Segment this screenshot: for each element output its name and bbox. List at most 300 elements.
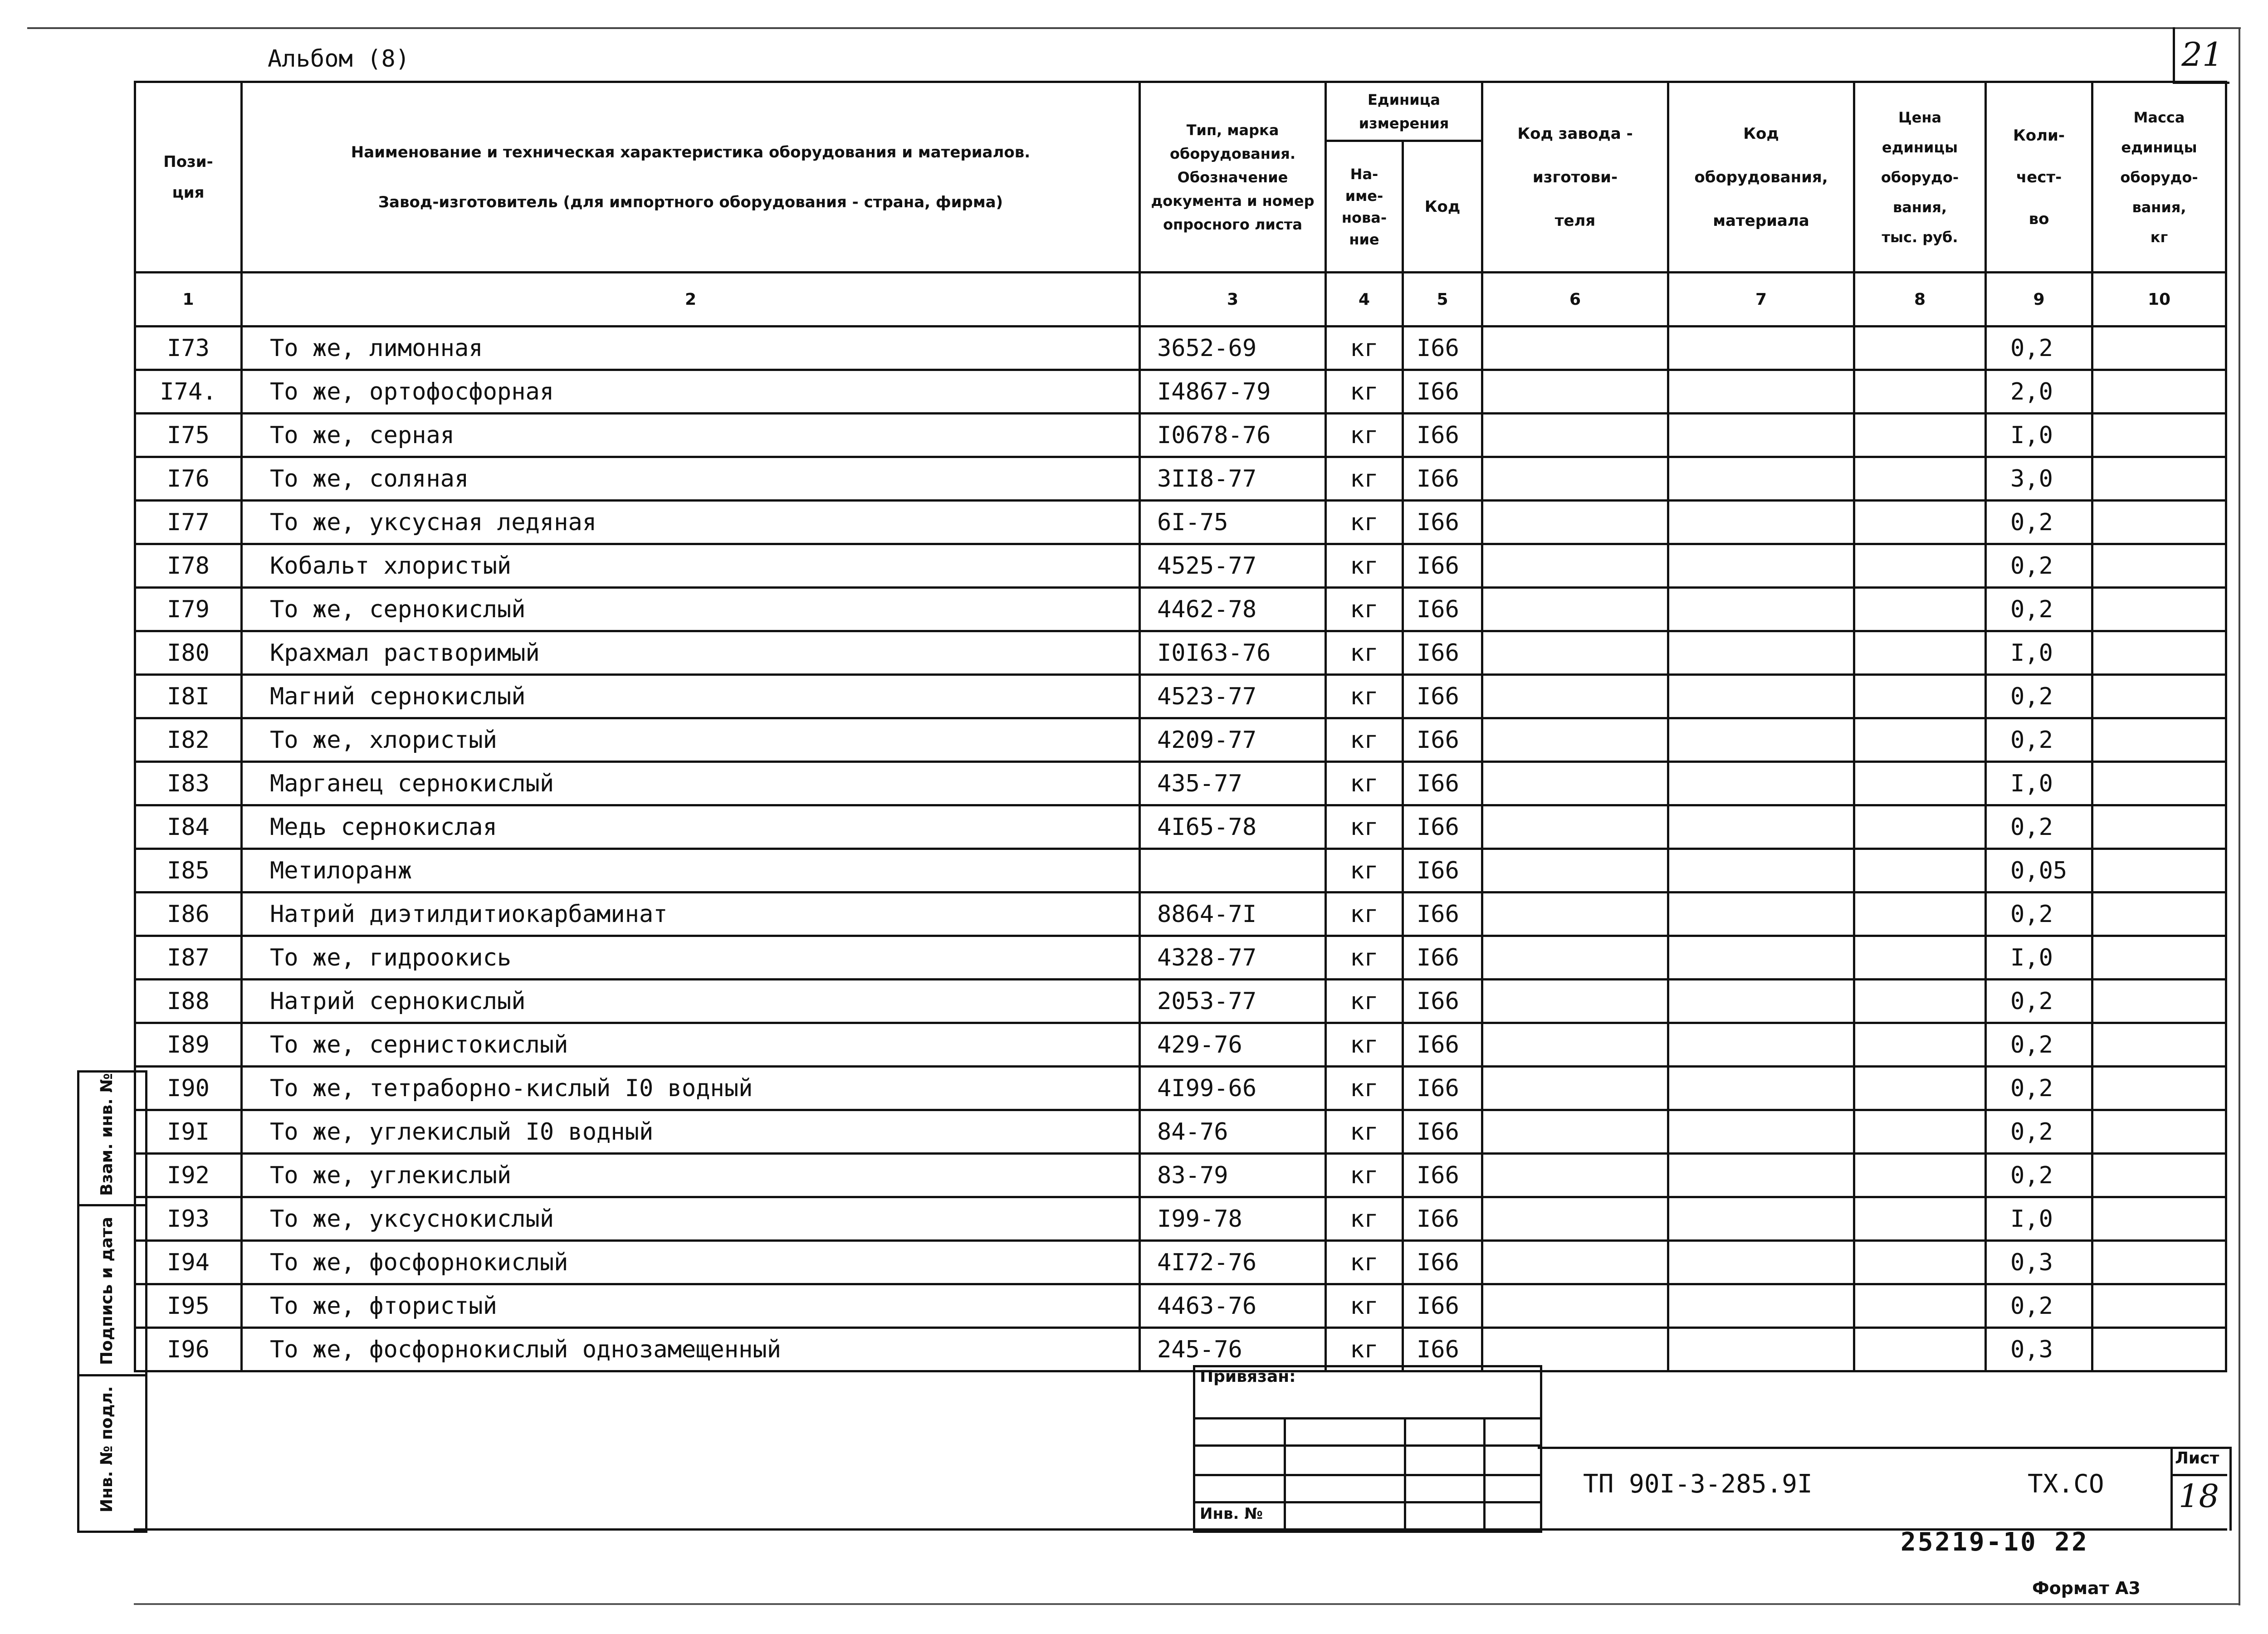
table-row [135, 1154, 2226, 1197]
unit-code-cell: I66 [1403, 893, 1482, 936]
equipment-code-cell [1668, 1328, 1854, 1371]
plant-code-cell [1482, 675, 1668, 718]
table-row [135, 414, 2226, 457]
quantity-cell: 0,2 [1986, 893, 2092, 936]
quantity-cell: 2,0 [1986, 370, 2092, 414]
quantity-cell: 0,2 [1986, 805, 2092, 849]
unit-cell: кг [1326, 762, 1403, 805]
doc-cell: 3652-69 [1140, 327, 1326, 370]
unit-cell: кг [1326, 631, 1403, 675]
name-cell: То же, ортофосфорная [242, 370, 1140, 414]
inv-number-label: Инв. № [1200, 1505, 1263, 1523]
unit-cell: кг [1326, 1067, 1403, 1110]
doc-cell: I4867-79 [1140, 370, 1326, 414]
unit-code-cell: I66 [1403, 849, 1482, 893]
name-cell: Метилоранж [242, 849, 1140, 893]
sheet-label: Лист [2175, 1449, 2219, 1468]
price-cell [1854, 718, 1986, 762]
position-cell: I85 [135, 849, 242, 893]
name-cell: То же, гидроокись [242, 936, 1140, 980]
plant-code-cell [1482, 980, 1668, 1023]
col-header-mass: Масса единицы оборудо- вания, кг [2092, 82, 2226, 273]
position-cell: I90 [135, 1067, 242, 1110]
col-header-unit: Единица измерения [1326, 82, 1482, 141]
plant-code-cell [1482, 588, 1668, 631]
plant-code-cell [1482, 718, 1668, 762]
unit-code-cell: I66 [1403, 980, 1482, 1023]
table-row [135, 849, 2226, 893]
col-number: 8 [1854, 273, 1986, 327]
mass-cell [2092, 544, 2226, 588]
unit-code-cell: I66 [1403, 762, 1482, 805]
position-cell: I9I [135, 1110, 242, 1154]
name-cell: То же, лимонная [242, 327, 1140, 370]
name-cell: Натрий диэтилдитиокарбаминат [242, 893, 1140, 936]
position-cell: I75 [135, 414, 242, 457]
unit-cell: кг [1326, 327, 1403, 370]
quantity-cell: 0,3 [1986, 1241, 2092, 1284]
plant-code-cell [1482, 893, 1668, 936]
sheet-box-line [2170, 1474, 2227, 1476]
quantity-cell: 0,2 [1986, 718, 2092, 762]
price-cell [1854, 1197, 1986, 1241]
equipment-code-cell [1668, 631, 1854, 675]
table-row [135, 936, 2226, 980]
unit-cell: кг [1326, 1284, 1403, 1328]
equipment-code-cell [1668, 805, 1854, 849]
equipment-code-cell [1668, 370, 1854, 414]
price-cell [1854, 849, 1986, 893]
unit-code-cell: I66 [1403, 544, 1482, 588]
format-label: Формат А3 [2032, 1578, 2141, 1598]
unit-code-cell: I66 [1403, 588, 1482, 631]
price-cell [1854, 936, 1986, 980]
position-cell: I83 [135, 762, 242, 805]
name-cell: Медь сернокислая [242, 805, 1140, 849]
price-cell [1854, 893, 1986, 936]
price-cell [1854, 675, 1986, 718]
name-cell: То же, сернокислый [242, 588, 1140, 631]
name-cell: То же, соляная [242, 457, 1140, 501]
unit-cell: кг [1326, 1328, 1403, 1371]
mass-cell [2092, 936, 2226, 980]
plant-code-cell [1482, 501, 1668, 544]
plant-code-cell [1482, 1154, 1668, 1197]
unit-cell: кг [1326, 1241, 1403, 1284]
col-number: 6 [1482, 273, 1668, 327]
specification-table [134, 81, 2227, 1372]
unit-cell: кг [1326, 414, 1403, 457]
unit-code-cell: I66 [1403, 414, 1482, 457]
equipment-code-cell [1668, 457, 1854, 501]
side-cell-vzam [79, 1073, 145, 1206]
mass-cell [2092, 1328, 2226, 1371]
doc-cell: 6I-75 [1140, 501, 1326, 544]
table-row [135, 675, 2226, 718]
position-cell: I93 [135, 1197, 242, 1241]
binding-label: Привязан: [1200, 1367, 1296, 1386]
table-row [135, 588, 2226, 631]
plant-code-cell [1482, 1284, 1668, 1328]
col-number: 1 [135, 273, 242, 327]
plant-code-cell [1482, 457, 1668, 501]
quantity-cell: 0,2 [1986, 501, 2092, 544]
binding-line [1193, 1474, 1540, 1476]
side-label-vzam-inv: Взам. инв. № [98, 1073, 116, 1196]
equipment-code-cell [1668, 1023, 1854, 1067]
price-cell [1854, 588, 1986, 631]
mass-cell [2092, 718, 2226, 762]
name-cell: То же, серная [242, 414, 1140, 457]
equipment-code-cell [1668, 718, 1854, 762]
quantity-cell: I,0 [1986, 414, 2092, 457]
mass-cell [2092, 805, 2226, 849]
table-body [135, 327, 2226, 1371]
unit-cell: кг [1326, 370, 1403, 414]
doc-cell: I0I63-76 [1140, 631, 1326, 675]
table-row [135, 327, 2226, 370]
mass-cell [2092, 1197, 2226, 1241]
table-row [135, 457, 2226, 501]
doc-cell: 4462-78 [1140, 588, 1326, 631]
table-row [135, 762, 2226, 805]
doc-cell: I0678-76 [1140, 414, 1326, 457]
quantity-cell: 0,2 [1986, 1110, 2092, 1154]
mass-cell [2092, 327, 2226, 370]
price-cell [1854, 1284, 1986, 1328]
table-row [135, 1328, 2226, 1371]
col-number: 5 [1403, 273, 1482, 327]
quantity-cell: 0,2 [1986, 588, 2092, 631]
col-number: 7 [1668, 273, 1854, 327]
position-cell: I8I [135, 675, 242, 718]
name-cell: То же, уксусная ледяная [242, 501, 1140, 544]
unit-code-cell: I66 [1403, 1328, 1482, 1371]
price-cell [1854, 414, 1986, 457]
quantity-cell: 3,0 [1986, 457, 2092, 501]
col-header-name: Наименование и техническая характеристика оборудования и материалов. Завод-изготовитель (для импортного оборудования - страна, фирма) [242, 82, 1140, 273]
price-cell [1854, 457, 1986, 501]
name-cell: Марганец сернокислый [242, 762, 1140, 805]
position-cell: I94 [135, 1241, 242, 1284]
unit-code-cell: I66 [1403, 1023, 1482, 1067]
plant-code-cell [1482, 1241, 1668, 1284]
price-cell [1854, 631, 1986, 675]
name-cell: То же, уксуснокислый [242, 1197, 1140, 1241]
sheet-number-top: 21 [2173, 27, 2229, 84]
price-cell [1854, 1110, 1986, 1154]
quantity-cell: 0,2 [1986, 1154, 2092, 1197]
position-cell: I74. [135, 370, 242, 414]
mass-cell [2092, 501, 2226, 544]
unit-cell: кг [1326, 544, 1403, 588]
mass-cell [2092, 675, 2226, 718]
mass-cell [2092, 631, 2226, 675]
col-number: 4 [1326, 273, 1403, 327]
sheet-number: 18 [2178, 1478, 2219, 1515]
unit-code-cell: I66 [1403, 501, 1482, 544]
col-number: 3 [1140, 273, 1326, 327]
col-header-price: Цена единицы оборудо- вания, тыс. руб. [1854, 82, 1986, 273]
table-row [135, 893, 2226, 936]
table-row [135, 1023, 2226, 1067]
sheet-bottom-edge [134, 1603, 2239, 1605]
unit-cell: кг [1326, 718, 1403, 762]
position-cell: I73 [135, 327, 242, 370]
table-row [135, 718, 2226, 762]
mass-cell [2092, 1023, 2226, 1067]
table-row [135, 544, 2226, 588]
table-row [135, 980, 2226, 1023]
doc-cell: 429-76 [1140, 1023, 1326, 1067]
name-cell: То же, фосфорнокислый [242, 1241, 1140, 1284]
equipment-code-cell [1668, 327, 1854, 370]
quantity-cell: 0,2 [1986, 1284, 2092, 1328]
quantity-cell: I,0 [1986, 762, 2092, 805]
binding-line [1193, 1417, 1540, 1419]
quantity-cell: I,0 [1986, 631, 2092, 675]
unit-code-cell: I66 [1403, 675, 1482, 718]
col-header-plant-code: Код завода - изготови- теля [1482, 82, 1668, 273]
price-cell [1854, 501, 1986, 544]
equipment-code-cell [1668, 762, 1854, 805]
unit-code-cell: I66 [1403, 1154, 1482, 1197]
registration-number: 25219-10 22 [1901, 1527, 2089, 1557]
unit-cell: кг [1326, 501, 1403, 544]
equipment-code-cell [1668, 893, 1854, 936]
mass-cell [2092, 457, 2226, 501]
mass-cell [2092, 849, 2226, 893]
unit-cell: кг [1326, 588, 1403, 631]
equipment-code-cell [1668, 1241, 1854, 1284]
mass-cell [2092, 1154, 2226, 1197]
doc-cell: 4463-76 [1140, 1284, 1326, 1328]
binding-line [1193, 1501, 1540, 1503]
quantity-cell: I,0 [1986, 936, 2092, 980]
mass-cell [2092, 414, 2226, 457]
price-cell [1854, 1023, 1986, 1067]
price-cell [1854, 370, 1986, 414]
unit-code-cell: I66 [1403, 1110, 1482, 1154]
plant-code-cell [1482, 805, 1668, 849]
equipment-code-cell [1668, 675, 1854, 718]
table-row [135, 501, 2226, 544]
mass-cell [2092, 1067, 2226, 1110]
mass-cell [2092, 980, 2226, 1023]
equipment-code-cell [1668, 936, 1854, 980]
album-label: Альбом (8) [268, 45, 410, 73]
doc-cell: 4523-77 [1140, 675, 1326, 718]
doc-cell: 4I72-76 [1140, 1241, 1326, 1284]
sheet-right-edge [2239, 27, 2240, 1605]
side-cell-inv [79, 1376, 145, 1528]
quantity-cell: I,0 [1986, 1197, 2092, 1241]
table-row [135, 1284, 2226, 1328]
position-cell: I95 [135, 1284, 242, 1328]
doc-cell: 435-77 [1140, 762, 1326, 805]
name-cell: Магний сернокислый [242, 675, 1140, 718]
position-cell: I92 [135, 1154, 242, 1197]
equipment-code-cell [1668, 849, 1854, 893]
unit-cell: кг [1326, 1023, 1403, 1067]
table-row [135, 631, 2226, 675]
mass-cell [2092, 893, 2226, 936]
binding-line [1193, 1444, 1540, 1447]
quantity-cell: 0,2 [1986, 1023, 2092, 1067]
title-block-line [1538, 1447, 2227, 1449]
price-cell [1854, 980, 1986, 1023]
price-cell [1854, 1241, 1986, 1284]
plant-code-cell [1482, 762, 1668, 805]
plant-code-cell [1482, 936, 1668, 980]
doc-cell: 4I99-66 [1140, 1067, 1326, 1110]
unit-code-cell: I66 [1403, 1241, 1482, 1284]
doc-cell: 245-76 [1140, 1328, 1326, 1371]
price-cell [1854, 762, 1986, 805]
col-number: 2 [242, 273, 1140, 327]
table-row [135, 1241, 2226, 1284]
unit-code-cell: I66 [1403, 327, 1482, 370]
position-cell: I80 [135, 631, 242, 675]
position-cell: I84 [135, 805, 242, 849]
plant-code-cell [1482, 544, 1668, 588]
table-row [135, 370, 2226, 414]
side-label-inv-podl: Инв. № подл. [98, 1386, 116, 1512]
name-cell: Натрий сернокислый [242, 980, 1140, 1023]
plant-code-cell [1482, 370, 1668, 414]
col-header-unit-name: На- име- нова- ние [1326, 141, 1403, 273]
mass-cell [2092, 1110, 2226, 1154]
doc-cell: 3II8-77 [1140, 457, 1326, 501]
position-cell: I82 [135, 718, 242, 762]
doc-cell: 4I65-78 [1140, 805, 1326, 849]
col-header-unit-code: Код [1403, 141, 1482, 273]
unit-code-cell: I66 [1403, 718, 1482, 762]
unit-code-cell: I66 [1403, 457, 1482, 501]
table-row [135, 1067, 2226, 1110]
binding-divider [1483, 1417, 1486, 1528]
table-row [135, 1197, 2226, 1241]
plant-code-cell [1482, 1110, 1668, 1154]
table-row [135, 1110, 2226, 1154]
mass-cell [2092, 762, 2226, 805]
name-cell: То же, фосфорнокислый однозамещенный [242, 1328, 1140, 1371]
doc-cell: 83-79 [1140, 1154, 1326, 1197]
plant-code-cell [1482, 414, 1668, 457]
plant-code-cell [1482, 1023, 1668, 1067]
plant-code-cell [1482, 849, 1668, 893]
name-cell: То же, тетраборно-кислый I0 водный [242, 1067, 1140, 1110]
unit-cell: кг [1326, 1110, 1403, 1154]
doc-cell: 2053-77 [1140, 980, 1326, 1023]
equipment-code-cell [1668, 1197, 1854, 1241]
position-cell: I96 [135, 1328, 242, 1371]
unit-cell: кг [1326, 675, 1403, 718]
price-cell [1854, 327, 1986, 370]
unit-cell: кг [1326, 849, 1403, 893]
unit-cell: кг [1326, 805, 1403, 849]
equipment-code-cell [1668, 544, 1854, 588]
unit-cell: кг [1326, 1197, 1403, 1241]
mass-cell [2092, 370, 2226, 414]
unit-code-cell: I66 [1403, 805, 1482, 849]
quantity-cell: 0,2 [1986, 544, 2092, 588]
price-cell [1854, 544, 1986, 588]
unit-cell: кг [1326, 893, 1403, 936]
name-cell: То же, углекислый [242, 1154, 1140, 1197]
col-number: 9 [1986, 273, 2092, 327]
doc-cell: 4328-77 [1140, 936, 1326, 980]
position-cell: I78 [135, 544, 242, 588]
unit-code-cell: I66 [1403, 370, 1482, 414]
doc-cell [1140, 849, 1326, 893]
equipment-code-cell [1668, 1284, 1854, 1328]
position-cell: I89 [135, 1023, 242, 1067]
col-header-type: Тип, марка оборудования. Обозначение документа и номер опросного листа [1140, 82, 1326, 273]
equipment-code-cell [1668, 501, 1854, 544]
price-cell [1854, 805, 1986, 849]
col-number: 10 [2092, 273, 2226, 327]
side-stamp [77, 1070, 147, 1533]
mass-cell [2092, 588, 2226, 631]
unit-cell: кг [1326, 936, 1403, 980]
equipment-code-cell [1668, 414, 1854, 457]
position-cell: I86 [135, 893, 242, 936]
doc-cell: 84-76 [1140, 1110, 1326, 1154]
quantity-cell: 0,2 [1986, 675, 2092, 718]
plant-code-cell [1482, 327, 1668, 370]
equipment-code-cell [1668, 1067, 1854, 1110]
binding-divider [1284, 1417, 1286, 1528]
document-code: ТП 90I-3-285.9I [1583, 1469, 1813, 1499]
unit-code-cell: I66 [1403, 1284, 1482, 1328]
name-cell: То же, сернистокислый [242, 1023, 1140, 1067]
sheet-top-edge [27, 27, 2241, 29]
name-cell: То же, углекислый I0 водный [242, 1110, 1140, 1154]
unit-code-cell: I66 [1403, 936, 1482, 980]
equipment-code-cell [1668, 980, 1854, 1023]
table-row [135, 805, 2226, 849]
unit-cell: кг [1326, 980, 1403, 1023]
doc-cell: 4209-77 [1140, 718, 1326, 762]
col-header-position: Пози- ция [135, 82, 242, 273]
binding-divider [1404, 1417, 1406, 1528]
position-cell: I87 [135, 936, 242, 980]
unit-code-cell: I66 [1403, 1197, 1482, 1241]
col-header-quantity: Коли- чест- во [1986, 82, 2092, 273]
name-cell: То же, хлористый [242, 718, 1140, 762]
equipment-code-cell [1668, 588, 1854, 631]
quantity-cell: 0,2 [1986, 1067, 2092, 1110]
doc-cell: 8864-7I [1140, 893, 1326, 936]
plant-code-cell [1482, 1197, 1668, 1241]
price-cell [1854, 1154, 1986, 1197]
equipment-code-cell [1668, 1110, 1854, 1154]
mass-cell [2092, 1284, 2226, 1328]
quantity-cell: 0,3 [1986, 1328, 2092, 1371]
plant-code-cell [1482, 631, 1668, 675]
unit-cell: кг [1326, 457, 1403, 501]
unit-cell: кг [1326, 1154, 1403, 1197]
document-section: ТХ.СО [2028, 1469, 2104, 1499]
quantity-cell: 0,2 [1986, 980, 2092, 1023]
quantity-cell: 0,05 [1986, 849, 2092, 893]
price-cell [1854, 1067, 1986, 1110]
plant-code-cell [1482, 1067, 1668, 1110]
side-label-podpis-data: Подпись и дата [98, 1217, 116, 1365]
doc-cell: I99-78 [1140, 1197, 1326, 1241]
position-cell: I79 [135, 588, 242, 631]
